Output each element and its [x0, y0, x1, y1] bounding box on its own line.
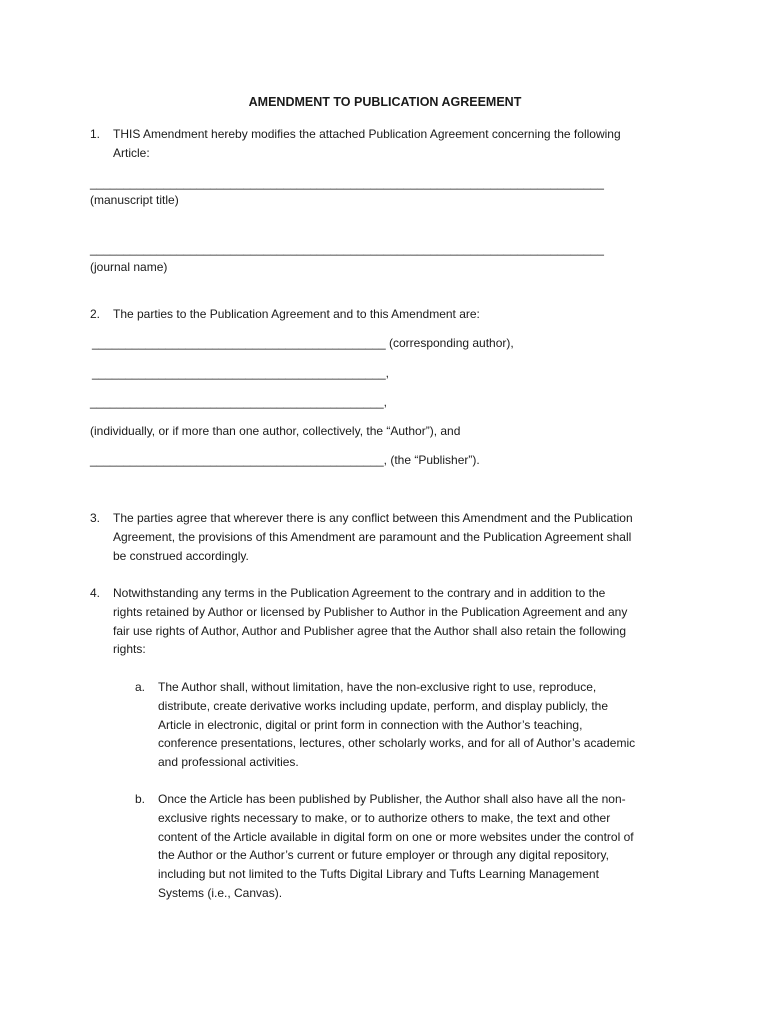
section-4-number: 4.	[90, 586, 101, 600]
publisher-blank[interactable]: ____________________________________________	[90, 453, 384, 467]
second-author-line	[92, 364, 389, 383]
section-4-text	[113, 584, 627, 659]
section-4-line-3: fair use rights of Author, Author and Publisher agree that the Author shall also retain the following	[113, 623, 626, 638]
section-1-line-1: THIS Amendment hereby modifies the attached Publication Agreement concerning the following	[113, 127, 621, 141]
corresponding-author-blank[interactable]: ____________________________________________	[92, 336, 386, 350]
section-1-number: 1.	[90, 127, 101, 141]
subsection-a-line-5: and professional activities.	[158, 755, 299, 770]
subsection-a-text	[158, 678, 635, 772]
subsection-b-label: b.	[135, 792, 146, 806]
third-author-blank[interactable]: ____________________________________________	[90, 395, 384, 409]
publisher-label: , (the “Publisher”).	[383, 453, 480, 467]
subsection-b-line-2: exclusive rights necessary to make, or to authorize others to make, the text and other	[158, 810, 611, 825]
corresponding-author-label: (corresponding author),	[389, 336, 514, 350]
subsection-a-line-1: The Author shall, without limitation, have the non-exclusive right to use, reproduce,	[158, 680, 597, 694]
subsection-b-line-6: Systems (i.e., Canvas).	[158, 885, 283, 900]
subsection-a-line-4: conference presentations, lectures, other scholarly works, and for all of Author’s academic	[158, 736, 636, 751]
subsection-b-line-3: content of the Article available in digital form on one or more websites under the control of	[158, 829, 634, 844]
subsection-b-line-5: including but not limited to the Tufts Digital Library and Tufts Learning Management	[158, 867, 599, 882]
journal-name-blank[interactable]: _____________________________________________________________________________	[90, 242, 604, 256]
manuscript-title-blank[interactable]: _____________________________________________________________________________	[90, 176, 604, 190]
second-author-comma: ,	[385, 366, 389, 380]
section-1-line-2: Article:	[113, 145, 150, 160]
publisher-line	[90, 451, 480, 470]
third-author-comma: ,	[383, 395, 387, 409]
second-author-blank[interactable]: ____________________________________________	[92, 366, 386, 380]
subsection-b-text	[158, 790, 634, 903]
section-3-text	[113, 509, 633, 565]
subsection-b-line-4: the Author or the Author’s current or future employer or through any digital repository,	[158, 848, 609, 863]
corresponding-author-line	[92, 334, 514, 353]
section-3-line-1: The parties agree that wherever there is any conflict between this Amendment and the Publication	[113, 511, 633, 525]
section-3-line-2: Agreement, the provisions of this Amendment are paramount and the Publication Agreement shall	[113, 529, 632, 544]
section-1-text	[113, 125, 621, 163]
section-2-text: The parties to the Publication Agreement and to this Amendment are:	[113, 307, 480, 321]
author-definition-text: (individually, or if more than one author, collectively, the “Author”), and	[90, 424, 461, 438]
section-3-line-3: be construed accordingly.	[113, 548, 249, 563]
section-4-line-2: rights retained by Author or licensed by Publisher to Author in the Publication Agreement and any	[113, 604, 628, 619]
document-title: AMENDMENT TO PUBLICATION AGREEMENT	[248, 95, 522, 109]
subsection-a-line-3: Article in electronic, digital or print form in connection with the Author’s teaching,	[158, 717, 583, 732]
section-4-line-1: Notwithstanding any terms in the Publication Agreement to the contrary and in addition to the	[113, 586, 606, 600]
third-author-line	[90, 393, 387, 412]
section-4-line-4: rights:	[113, 642, 146, 657]
manuscript-title-label: (manuscript title)	[90, 193, 179, 207]
subsection-b-line-1: Once the Article has been published by Publisher, the Author shall also have all the non-	[158, 792, 626, 806]
subsection-a-label: a.	[135, 680, 146, 694]
journal-name-label: (journal name)	[90, 260, 168, 274]
section-3-number: 3.	[90, 511, 101, 525]
section-2-number: 2.	[90, 307, 101, 321]
subsection-a-line-2: distribute, create derivative works including update, perform, and display publicly, the	[158, 698, 609, 713]
